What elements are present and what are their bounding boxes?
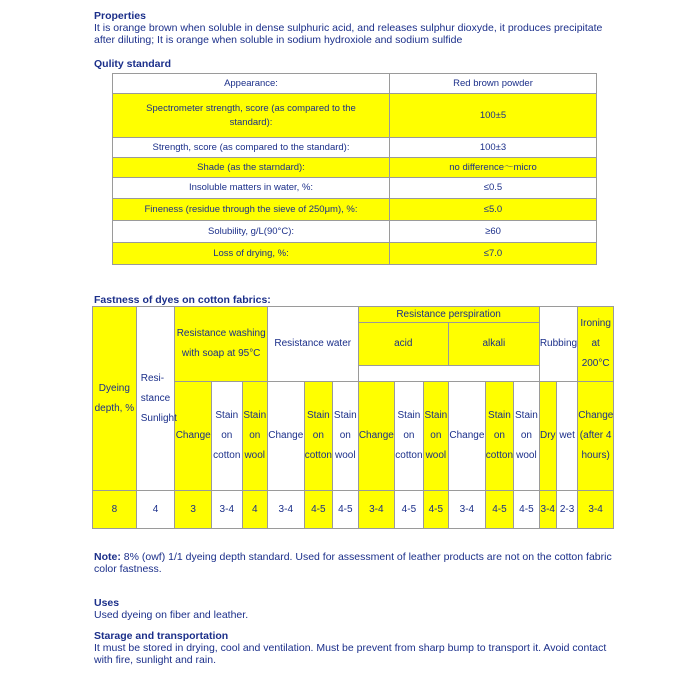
value-cell: 4 [242, 491, 267, 529]
quality-label: Shade (as the starndard): [113, 158, 390, 178]
header-acid: acid [358, 323, 449, 366]
value-cell: 3-4 [578, 491, 614, 529]
header-sunlight: Resi-stance Sunlight [136, 307, 175, 491]
uses-text: Used dyeing on fiber and leather. [94, 609, 249, 621]
quality-label: Appearance: [113, 74, 390, 94]
quality-row [113, 74, 597, 94]
note-label: Note: [94, 551, 121, 563]
sub-stain-wool: Stain on wool [423, 382, 448, 491]
quality-row [113, 94, 597, 138]
value-cell: 2-3 [556, 491, 577, 529]
value-cell: 3-4 [267, 491, 304, 529]
quality-value: 100±3 [390, 138, 597, 158]
sub-stain-cotton: Stain on cotton [485, 382, 513, 491]
quality-table [112, 73, 597, 265]
sub-change: Change [175, 382, 212, 491]
header-washing-soap: Resistance washing with soap at 95°C [175, 307, 268, 382]
value-cell: 4-5 [333, 491, 358, 529]
uses-heading: Uses [94, 597, 120, 609]
quality-label: Insoluble matters in water, %: [113, 178, 390, 199]
value-cell: 4-5 [304, 491, 332, 529]
sub-stain-cotton: Stain on cotton [395, 382, 423, 491]
quality-row [113, 221, 597, 243]
sub-stain-cotton: Stain on cotton [304, 382, 332, 491]
storage-line-1: It must be stored in drying, cool and ventilation. Must be prevent from sharp bump to transport it. Avoid contact [94, 642, 607, 654]
quality-value: Red brown powder [390, 74, 597, 94]
note-line-2: color fastness. [94, 563, 162, 575]
note-text: 8% (owf) 1/1 dyeing depth standard. Used for assessment of leather products are not on the cotton fabric [120, 551, 612, 563]
value-cell: 4-5 [485, 491, 513, 529]
quality-label: Fineness (residue through the sieve of 250μm), %: [113, 199, 390, 221]
quality-value: ≤7.0 [390, 243, 597, 265]
fastness-heading: Fastness of dyes on cotton fabrics: [94, 294, 271, 306]
sub-wet: wet [556, 382, 577, 491]
header-dyeing-depth: Dyeing depth, % [93, 307, 137, 491]
quality-label: Solubility, g/L(90°C): [113, 221, 390, 243]
quality-label: Spectrometer strength, score (as compared to the standard): [113, 94, 390, 138]
quality-label: Loss of drying, %: [113, 243, 390, 265]
value-cell: 3-4 [212, 491, 243, 529]
quality-value: ≥60 [390, 221, 597, 243]
sub-stain-cotton: Stain on cotton [212, 382, 243, 491]
quality-value: 100±5 [390, 94, 597, 138]
properties-line-1: It is orange brown when soluble in dense sulphuric acid, and releases sulphur dioxyde, it produces precipitate [94, 22, 603, 34]
quality-heading: Qulity standard [94, 58, 172, 70]
sub-change-after: Change (after 4 hours) [578, 382, 614, 491]
value-cell: 4-5 [423, 491, 448, 529]
sub-change: Change [449, 382, 486, 491]
value-cell: 3-4 [358, 491, 395, 529]
header-water: Resistance water [267, 307, 358, 382]
value-cell: 3-4 [539, 491, 556, 529]
fastness-table [92, 306, 614, 529]
sub-change: Change [267, 382, 304, 491]
quality-row [113, 158, 597, 178]
quality-row [113, 243, 597, 265]
quality-value: ≤0.5 [390, 178, 597, 199]
quality-row [113, 138, 597, 158]
quality-row [113, 178, 597, 199]
header-rubbing: Rubbing [539, 307, 578, 382]
quality-value: ≤5.0 [390, 199, 597, 221]
sub-stain-wool: Stain on wool [333, 382, 358, 491]
value-cell: 4-5 [395, 491, 423, 529]
storage-line-2: with fire, sunlight and rain. [94, 654, 216, 666]
sub-stain-wool: Stain on wool [242, 382, 267, 491]
header-ironing: Ironing at 200°C [578, 307, 614, 382]
sub-stain-wool: Stain on wool [514, 382, 539, 491]
header-alkali: alkali [449, 323, 540, 366]
value-cell: 3 [175, 491, 212, 529]
value-cell: 4-5 [514, 491, 539, 529]
properties-heading: Properties [94, 10, 146, 22]
value-cell: 3-4 [449, 491, 486, 529]
quality-row [113, 199, 597, 221]
quality-label: Strength, score (as compared to the standard): [113, 138, 390, 158]
note-line-1 [94, 551, 612, 563]
storage-heading: Starage and transportation [94, 630, 229, 642]
sub-change: Change [358, 382, 395, 491]
quality-value: no difference～micro [390, 158, 597, 178]
properties-line-2: after diluting; It is orange when soluble in sodium hydroxiole and sodium sulfide [94, 34, 463, 46]
header-perspiration: Resistance perspiration [358, 307, 539, 323]
value-cell: 4 [136, 491, 175, 529]
sub-dry: Dry [539, 382, 556, 491]
value-cell: 8 [93, 491, 137, 529]
